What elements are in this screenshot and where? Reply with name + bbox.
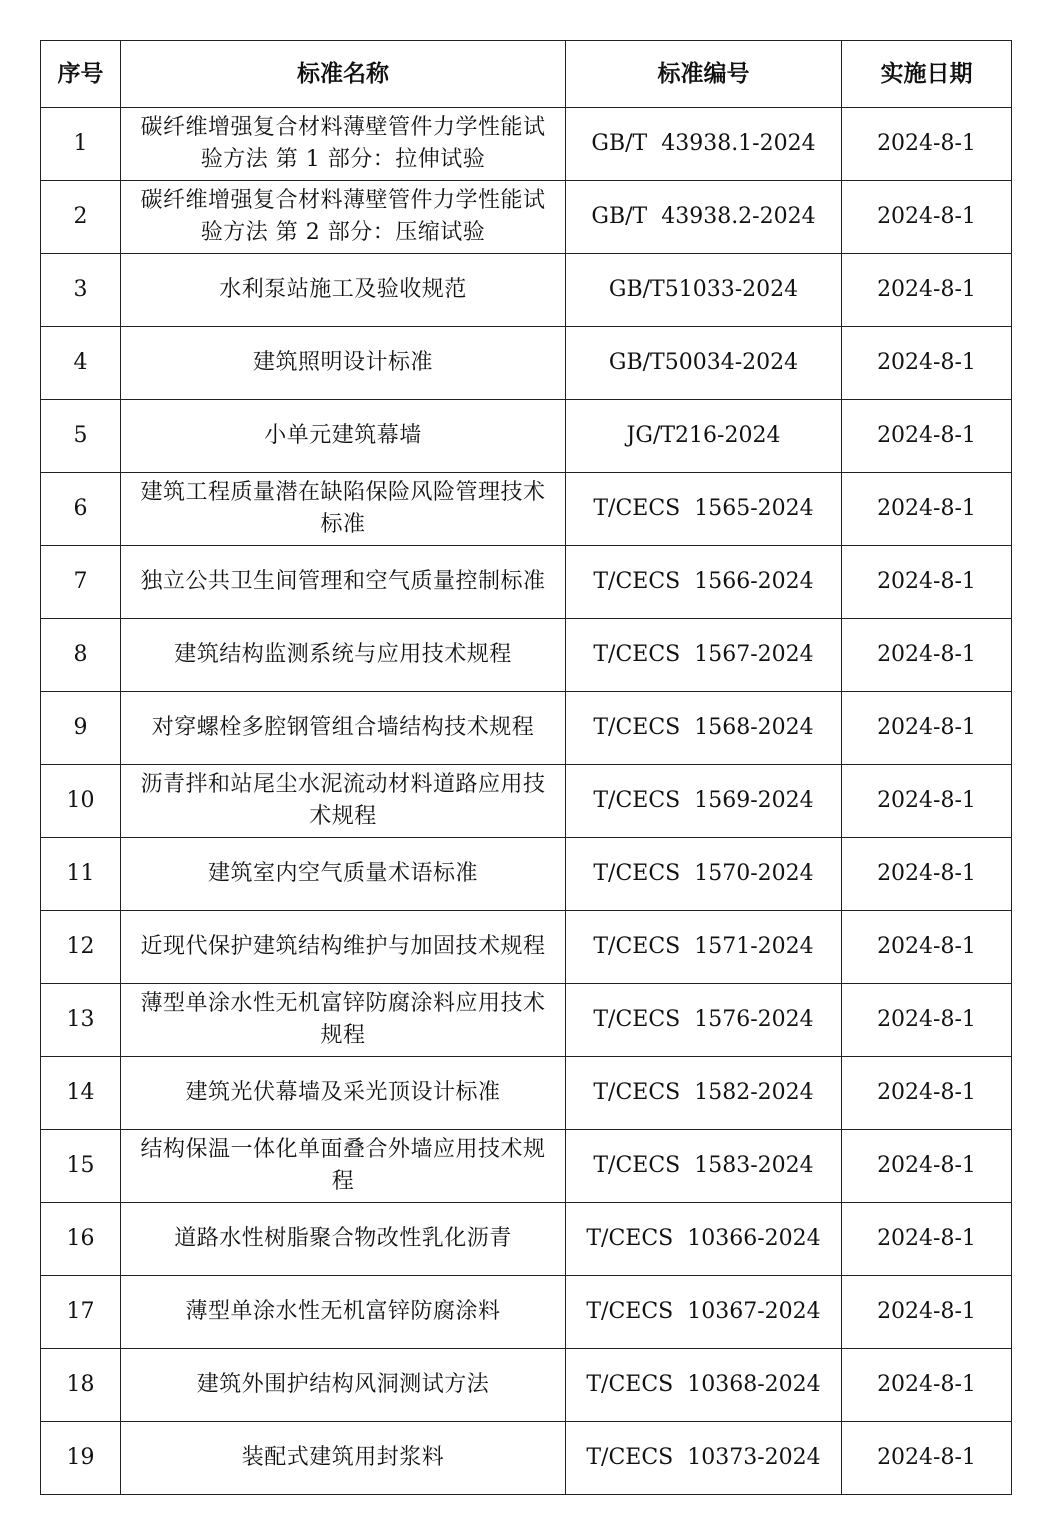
header-name: 标准名称 xyxy=(121,41,566,108)
row-date: 2024-8-1 xyxy=(842,1422,1012,1495)
row-date: 2024-8-1 xyxy=(842,473,1012,546)
row-date: 2024-8-1 xyxy=(842,108,1012,181)
row-no: 18 xyxy=(41,1349,121,1422)
table-row xyxy=(41,619,1012,692)
row-no: 19 xyxy=(41,1422,121,1495)
row-code: GB/T 43938.1-2024 xyxy=(566,108,842,181)
row-name: 近现代保护建筑结构维护与加固技术规程 xyxy=(121,911,566,984)
row-code: GB/T50034-2024 xyxy=(566,327,842,400)
row-no: 15 xyxy=(41,1130,121,1203)
table-row xyxy=(41,254,1012,327)
row-code: T/CECS 1570-2024 xyxy=(566,838,842,911)
row-no: 11 xyxy=(41,838,121,911)
row-code: T/CECS 10368-2024 xyxy=(566,1349,842,1422)
row-name: 薄型单涂水性无机富锌防腐涂料应用技术规程 xyxy=(121,984,566,1057)
row-code: T/CECS 1566-2024 xyxy=(566,546,842,619)
table-row xyxy=(41,108,1012,181)
row-no: 8 xyxy=(41,619,121,692)
row-date: 2024-8-1 xyxy=(842,1276,1012,1349)
row-no: 3 xyxy=(41,254,121,327)
table-row xyxy=(41,692,1012,765)
row-name: 建筑外围护结构风洞测试方法 xyxy=(121,1349,566,1422)
row-no: 17 xyxy=(41,1276,121,1349)
row-no: 6 xyxy=(41,473,121,546)
table-row xyxy=(41,181,1012,254)
table-row xyxy=(41,1203,1012,1276)
table-row xyxy=(41,1422,1012,1495)
row-code: T/CECS 1571-2024 xyxy=(566,911,842,984)
row-name: 对穿螺栓多腔钢管组合墙结构技术规程 xyxy=(121,692,566,765)
table-row xyxy=(41,1349,1012,1422)
row-date: 2024-8-1 xyxy=(842,838,1012,911)
row-code: GB/T51033-2024 xyxy=(566,254,842,327)
row-no: 12 xyxy=(41,911,121,984)
row-code: T/CECS 1568-2024 xyxy=(566,692,842,765)
table-row xyxy=(41,1276,1012,1349)
table-row xyxy=(41,400,1012,473)
row-name: 沥青拌和站尾尘水泥流动材料道路应用技术规程 xyxy=(121,765,566,838)
row-date: 2024-8-1 xyxy=(842,327,1012,400)
row-name: 独立公共卫生间管理和空气质量控制标准 xyxy=(121,546,566,619)
row-no: 4 xyxy=(41,327,121,400)
table-row xyxy=(41,327,1012,400)
row-code: T/CECS 10366-2024 xyxy=(566,1203,842,1276)
row-no: 9 xyxy=(41,692,121,765)
row-name: 碳纤维增强复合材料薄壁管件力学性能试验方法 第 1 部分：拉伸试验 xyxy=(121,108,566,181)
row-name: 碳纤维增强复合材料薄壁管件力学性能试验方法 第 2 部分：压缩试验 xyxy=(121,181,566,254)
table-header-row xyxy=(41,41,1012,108)
row-date: 2024-8-1 xyxy=(842,1057,1012,1130)
row-code: T/CECS 10373-2024 xyxy=(566,1422,842,1495)
row-code: T/CECS 1567-2024 xyxy=(566,619,842,692)
header-no: 序号 xyxy=(41,41,121,108)
row-no: 16 xyxy=(41,1203,121,1276)
row-name: 建筑工程质量潜在缺陷保险风险管理技术标准 xyxy=(121,473,566,546)
row-date: 2024-8-1 xyxy=(842,1203,1012,1276)
row-date: 2024-8-1 xyxy=(842,254,1012,327)
row-code: T/CECS 1582-2024 xyxy=(566,1057,842,1130)
row-date: 2024-8-1 xyxy=(842,984,1012,1057)
table-row xyxy=(41,546,1012,619)
row-code: JG/T216-2024 xyxy=(566,400,842,473)
row-date: 2024-8-1 xyxy=(842,765,1012,838)
row-code: T/CECS 1565-2024 xyxy=(566,473,842,546)
row-name: 结构保温一体化单面叠合外墙应用技术规程 xyxy=(121,1130,566,1203)
row-code: T/CECS 1569-2024 xyxy=(566,765,842,838)
table-row xyxy=(41,473,1012,546)
row-name: 装配式建筑用封浆料 xyxy=(121,1422,566,1495)
row-name: 建筑结构监测系统与应用技术规程 xyxy=(121,619,566,692)
table-row xyxy=(41,984,1012,1057)
row-no: 1 xyxy=(41,108,121,181)
row-date: 2024-8-1 xyxy=(842,1349,1012,1422)
table-row xyxy=(41,1057,1012,1130)
row-date: 2024-8-1 xyxy=(842,400,1012,473)
table-row xyxy=(41,838,1012,911)
row-name: 建筑光伏幕墙及采光顶设计标准 xyxy=(121,1057,566,1130)
row-no: 7 xyxy=(41,546,121,619)
row-name: 建筑室内空气质量术语标准 xyxy=(121,838,566,911)
row-code: T/CECS 10367-2024 xyxy=(566,1276,842,1349)
row-no: 5 xyxy=(41,400,121,473)
table-row xyxy=(41,911,1012,984)
standards-table xyxy=(40,40,1012,1495)
header-date: 实施日期 xyxy=(842,41,1012,108)
header-code: 标准编号 xyxy=(566,41,842,108)
row-date: 2024-8-1 xyxy=(842,619,1012,692)
row-no: 2 xyxy=(41,181,121,254)
row-date: 2024-8-1 xyxy=(842,911,1012,984)
row-no: 10 xyxy=(41,765,121,838)
row-name: 道路水性树脂聚合物改性乳化沥青 xyxy=(121,1203,566,1276)
row-no: 13 xyxy=(41,984,121,1057)
row-name: 建筑照明设计标准 xyxy=(121,327,566,400)
table-row xyxy=(41,765,1012,838)
row-code: T/CECS 1583-2024 xyxy=(566,1130,842,1203)
row-code: GB/T 43938.2-2024 xyxy=(566,181,842,254)
row-date: 2024-8-1 xyxy=(842,546,1012,619)
row-name: 水利泵站施工及验收规范 xyxy=(121,254,566,327)
row-name: 小单元建筑幕墙 xyxy=(121,400,566,473)
row-no: 14 xyxy=(41,1057,121,1130)
table-row xyxy=(41,1130,1012,1203)
row-name: 薄型单涂水性无机富锌防腐涂料 xyxy=(121,1276,566,1349)
row-date: 2024-8-1 xyxy=(842,692,1012,765)
row-date: 2024-8-1 xyxy=(842,181,1012,254)
row-date: 2024-8-1 xyxy=(842,1130,1012,1203)
row-code: T/CECS 1576-2024 xyxy=(566,984,842,1057)
